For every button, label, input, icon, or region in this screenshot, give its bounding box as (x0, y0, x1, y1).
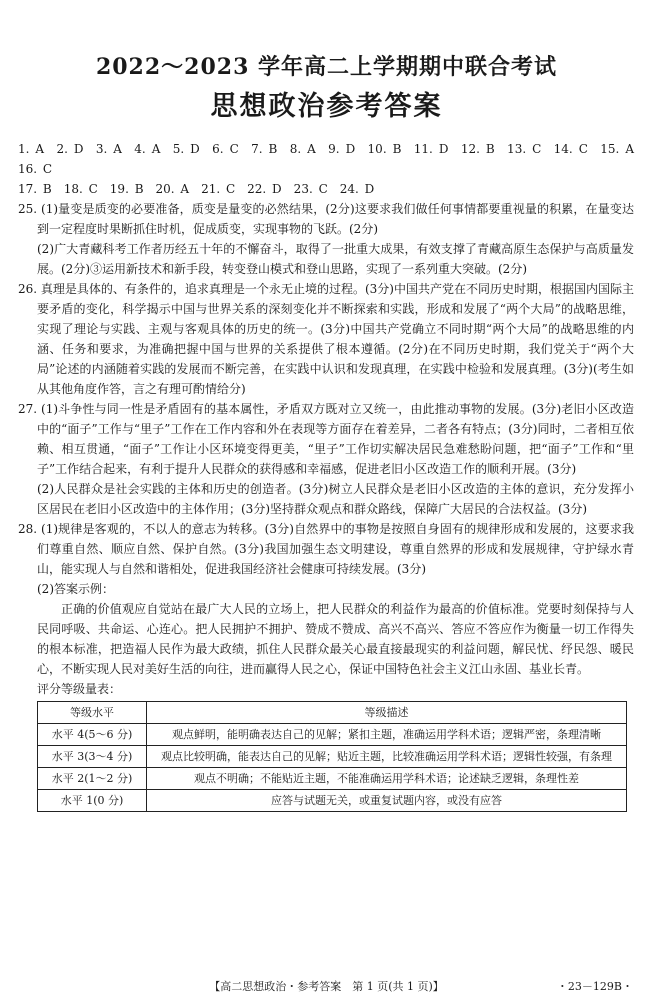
rubric-row (38, 790, 627, 812)
q27-part1: 27. (1)斗争性与同一性是矛盾固有的基本属性，矛盾双方既对立又统一，由此推动事物的发展。(3分)老旧小区改造中的“面子”工作与“里子”工作在工作内容和外在表现等方面存在着差异，二者各有特点；(3分)同时，二者相互依赖、相互贯通，“面子”工作让小区环境变得更美，“里子”工作切实解决居民急难愁盼问题，把“面子”工作和“里子”工作结合起来，有利于提升人民群众的获得感和幸福感，促进老旧小区改造工作的顺利开展。(3分) (18, 402, 634, 476)
rubric-level: 水平 1(0 分) (38, 790, 147, 812)
rubric-header-row (38, 702, 627, 724)
rubric-description: 观点鲜明，能明确表达自己的见解；紧扣主题，准确运用学科术语；逻辑严密，条理清晰 (147, 724, 627, 746)
q27-part2: (2)人民群众是社会实践的主体和历史的创造者。(3分)树立人民群众是老旧小区改造的主体的意识，充分发挥小区居民在老旧小区改造中的主体作用；(3分)坚持群众观点和群众路线，保障广大居民的合法权益。(3分) (37, 482, 634, 516)
footer-page-info: 【高二思想政治・参考答案 第 1 页(共 1 页)】 (209, 980, 444, 993)
rubric-description: 观点不明确；不能贴近主题，不能准确运用学科术语；论述缺乏逻辑，条理性差 (147, 768, 627, 790)
rubric-row (38, 746, 627, 768)
q25-part2: (2)广大青藏科考工作者历经五十年的不懈奋斗，取得了一批重大成果，有效支撑了青藏高原生态保护与高质量发展。(2分)③运用新技术和新手段，转变登山模式和登山思路，实现了一系列重大突破。(2分) (37, 242, 634, 276)
rubric-level: 水平 4(5～6 分) (38, 724, 147, 746)
rubric-label: 评分等级量表： (37, 682, 122, 696)
answer-body (18, 139, 647, 812)
q26-answer: 26. 真理是具体的、有条件的，追求真理是一个永无止境的过程。(3分)中国共产党在不同历史时期，根据国内国际主要矛盾的变化，科学揭示中国与世界关系的深刻变化并不断探索和实践，形成和发展了“两个大局”的战略思维，实现了理论与实践、主观与客观具体的历史的统一。(3分)中国共产党确立不同时期“两个大局”的战略思维的内涵、任务和要求，为准确把握中国与世界的关系提供了根本遵循。(2分)在不同历史时期，我们党关于“两个大局”论述的内涵随着实践的发展而不断完善，在实践中认识和发现真理，在实践中检验和发展真理。(3分)(考生如从其他角度作答，言之有理可酌情给分) (18, 282, 634, 396)
document-title: 思想政治参考答案 (210, 91, 443, 122)
rubric-header-description: 等级描述 (147, 702, 627, 724)
rubric-description: 应答与试题无关，或重复试题内容，或没有应答 (147, 790, 627, 812)
q28-part1: 28. (1)规律是客观的，不以人的意志为转移。(3分)自然界中的事物是按照自身固有的规律形成和发展的，这要求我们尊重自然、顺应自然、保护自然。(3分)我国加强生态文明建设，尊重自然界的形成和发展规律，守护绿水青山，能实现人与自然和谐相处，促进我国经济社会健康可持续发展。(3分) (18, 522, 634, 576)
choice-answers-line-1: 1. A 2. D 3. A 4. A 5. D 6. C 7. B 8. A 9. D 10. B 11. D 12. B 13. C 14. C 15. A 16. C (18, 142, 647, 176)
rubric-header-level: 等级水平 (38, 702, 147, 724)
rubric-description: 观点比较明确，能表达自己的见解；贴近主题，比较准确运用学科术语；逻辑性较强，有条理 (147, 746, 627, 768)
rubric-table (37, 701, 627, 812)
footer-exam-code: ・23－129B・ (556, 980, 633, 993)
rubric-row (38, 768, 627, 790)
rubric-level: 水平 2(1～2 分) (38, 768, 147, 790)
choice-answers-line-2: 17. B 18. C 19. B 20. A 21. C 22. D 23. C 24. D (18, 182, 375, 196)
q28-part2-sample-answer: 正确的价值观应自觉站在最广大人民的立场上，把人民群众的利益作为最高的价值标准。党要时刻保持与人民同呼吸、共命运、心连心。把人民拥护不拥护、赞成不赞成、高兴不高兴、答应不答应作为衡量一切工作得失的根本标准，把造福人民作为最大政绩，抓住人民群众最关心最直接最现实的利益问题，解民忧、纾民怨、暖民心，不断实现人民对美好生活的向往，进而赢得人民之心，保证中国特色社会主义江山永固、基业长青。 (37, 602, 634, 676)
rubric-level: 水平 3(3～4 分) (38, 746, 147, 768)
rubric-row (38, 724, 627, 746)
q28-part2-label: (2)答案示例： (37, 582, 114, 596)
q25-part1: 25. (1)量变是质变的必要准备，质变是量变的必然结果，(2分)这要求我们做任何事情都要重视量的积累，在量变达到一定程度时果断抓住时机，促成质变，实现事物的飞跃。(2分) (18, 202, 634, 236)
exam-title: 2022～2023 学年高二上学期期中联合考试 (95, 54, 558, 80)
